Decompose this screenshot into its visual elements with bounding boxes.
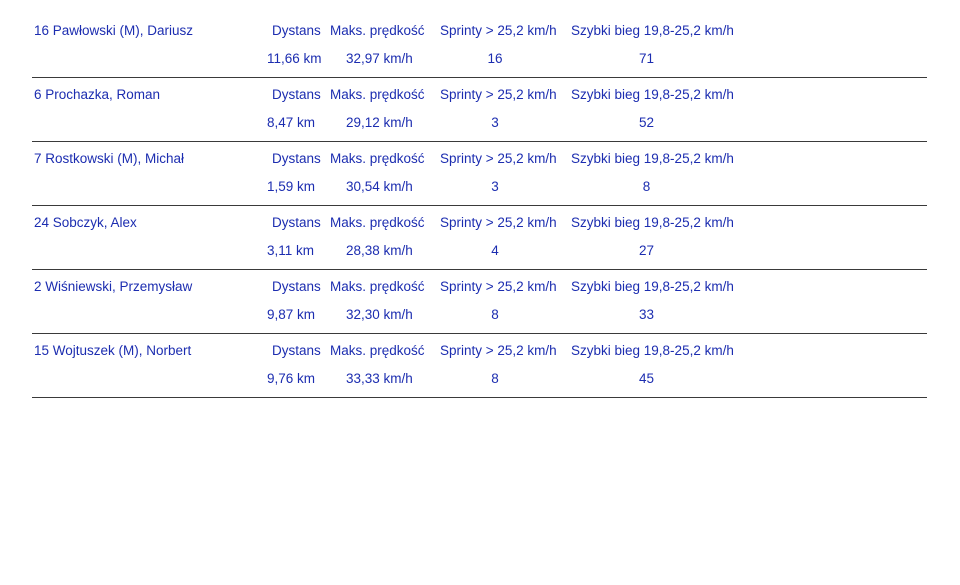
distance-value: 9,87 km [267, 307, 316, 322]
sprints-label: Sprinty > 25,2 km/h [440, 87, 557, 102]
fast-run-label: Szybki bieg 19,8-25,2 km/h [571, 279, 734, 294]
sprints-value: 16 [487, 51, 503, 66]
sprints-label: Sprinty > 25,2 km/h [440, 215, 557, 230]
fast-run-value: 71 [638, 51, 655, 66]
fast-run-value: 45 [638, 371, 655, 386]
player-stats-list [32, 14, 927, 398]
fast-run-value: 8 [642, 179, 651, 194]
max-speed-label: Maks. prędkość [330, 279, 425, 294]
player-name: 6 Prochazka, Roman [34, 87, 161, 102]
max-speed-value: 30,54 km/h [346, 179, 413, 194]
player-row [32, 78, 927, 142]
fast-run-value: 52 [638, 115, 655, 130]
sprints-label: Sprinty > 25,2 km/h [440, 23, 557, 38]
fast-run-value: 33 [638, 307, 655, 322]
distance-label: Dystans [272, 215, 321, 230]
max-speed-label: Maks. prędkość [330, 343, 425, 358]
distance-value: 1,59 km [267, 179, 316, 194]
sprints-value: 4 [491, 243, 499, 258]
max-speed-value: 32,97 km/h [346, 51, 413, 66]
fast-run-label: Szybki bieg 19,8-25,2 km/h [571, 343, 734, 358]
player-name: 7 Rostkowski (M), Michał [34, 151, 185, 166]
player-row [32, 142, 927, 206]
sprints-value: 8 [491, 371, 499, 386]
player-row [32, 14, 927, 78]
player-name: 24 Sobczyk, Alex [34, 215, 137, 230]
max-speed-value: 28,38 km/h [346, 243, 413, 258]
player-name: 15 Wojtuszek (M), Norbert [34, 343, 192, 358]
max-speed-label: Maks. prędkość [330, 215, 425, 230]
distance-label: Dystans [272, 279, 321, 294]
fast-run-value: 27 [638, 243, 655, 258]
sprints-label: Sprinty > 25,2 km/h [440, 151, 557, 166]
fast-run-label: Szybki bieg 19,8-25,2 km/h [571, 87, 734, 102]
distance-label: Dystans [272, 23, 321, 38]
max-speed-label: Maks. prędkość [330, 87, 425, 102]
fast-run-label: Szybki bieg 19,8-25,2 km/h [571, 23, 734, 38]
player-row [32, 206, 927, 270]
player-name: 2 Wiśniewski, Przemysław [34, 279, 193, 294]
sprints-label: Sprinty > 25,2 km/h [440, 279, 557, 294]
sprints-value: 3 [491, 179, 499, 194]
max-speed-value: 33,33 km/h [346, 371, 413, 386]
distance-label: Dystans [272, 151, 321, 166]
max-speed-label: Maks. prędkość [330, 151, 425, 166]
distance-value: 9,76 km [267, 371, 316, 386]
distance-label: Dystans [272, 343, 321, 358]
fast-run-label: Szybki bieg 19,8-25,2 km/h [571, 215, 734, 230]
fast-run-label: Szybki bieg 19,8-25,2 km/h [571, 151, 734, 166]
distance-label: Dystans [272, 87, 321, 102]
max-speed-label: Maks. prędkość [330, 23, 425, 38]
distance-value: 8,47 km [267, 115, 316, 130]
player-name: 16 Pawłowski (M), Dariusz [34, 23, 194, 38]
sprints-value: 3 [491, 115, 499, 130]
player-row [32, 334, 927, 398]
sprints-label: Sprinty > 25,2 km/h [440, 343, 557, 358]
max-speed-value: 29,12 km/h [346, 115, 413, 130]
max-speed-value: 32,30 km/h [346, 307, 413, 322]
distance-value: 11,66 km [267, 51, 322, 66]
player-row [32, 270, 927, 334]
distance-value: 3,11 km [267, 243, 315, 258]
sprints-value: 8 [491, 307, 499, 322]
